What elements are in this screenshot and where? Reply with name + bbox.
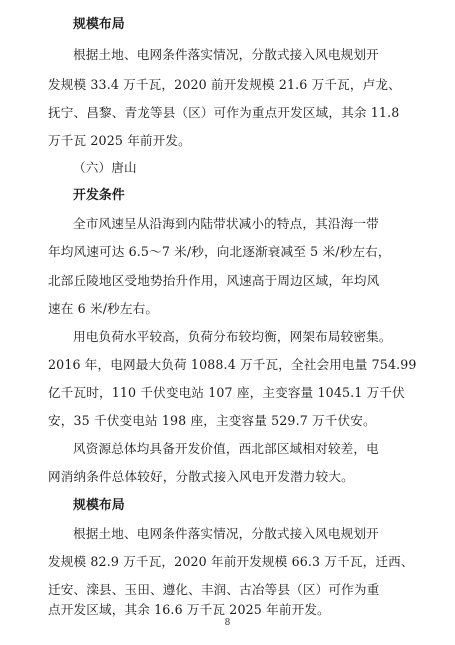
- paragraph-line: 速在 6 米/秒左右。: [48, 301, 159, 316]
- section-heading-scale-layout-1: 规模布局: [73, 17, 125, 32]
- paragraph-line: 根据土地、电网条件落实情况，分散式接入风电规划开: [73, 47, 379, 62]
- subsection-title-tangshan: （六）唐山: [73, 160, 137, 175]
- paragraph-line: 风资源总体均具备开发价值，西北部区域相对较差，电: [73, 441, 379, 456]
- paragraph-line: 网消纳条件总体较好，分散式接入风电开发潜力较大。: [48, 469, 354, 484]
- paragraph-line: 发规模 33.4 万千瓦，2020 前开发规模 21.6 万千瓦，卢龙、: [48, 77, 401, 92]
- paragraph-line: 全市风速呈从沿海到内陆带状减小的特点，其沿海一带: [73, 216, 379, 231]
- paragraph-line: 抚宁、昌黎、青龙等县（区）可作为重点开发区域，其余 11.8: [48, 105, 400, 120]
- paragraph-line: 万千瓦 2025 年前开发。: [48, 133, 191, 148]
- paragraph-line: 亿千瓦时，110 千伏变电站 107 座，主变容量 1045.1 万千伏: [48, 385, 405, 400]
- paragraph-line: 安，35 千伏变电站 198 座，主变容量 529.7 万千伏安。: [48, 413, 376, 428]
- paragraph-line: 用电负荷水平较高，负荷分布较均衡，网架布局较密集。: [73, 329, 392, 344]
- paragraph-line: 2016 年，电网最大负荷 1088.4 万千瓦，全社会用电量 754.99: [48, 357, 417, 372]
- paragraph-line: 年均风速可达 6.5～7 米/秒，向北逐渐衰减至 5 米/秒左右，: [48, 244, 391, 259]
- paragraph-line: 发规模 82.9 万千瓦，2020 年前开发规模 66.3 万千瓦，迁西、: [48, 554, 414, 569]
- section-heading-conditions: 开发条件: [73, 188, 125, 203]
- paragraph-line: 点开发区域，其余 16.6 万千瓦 2025 年前开发。: [48, 602, 330, 617]
- page-number: 8: [224, 618, 231, 628]
- paragraph-line: 根据土地、电网条件落实情况，分散式接入风电规划开: [73, 526, 379, 541]
- paragraph-line: 迁安、滦县、玉田、遵化、丰润、古冶等县（区）可作为重: [48, 582, 380, 597]
- section-heading-scale-layout-2: 规模布局: [73, 498, 125, 513]
- paragraph-line: 北部丘陵地区受地势抬升作用，风速高于周边区域，年均风: [48, 273, 380, 288]
